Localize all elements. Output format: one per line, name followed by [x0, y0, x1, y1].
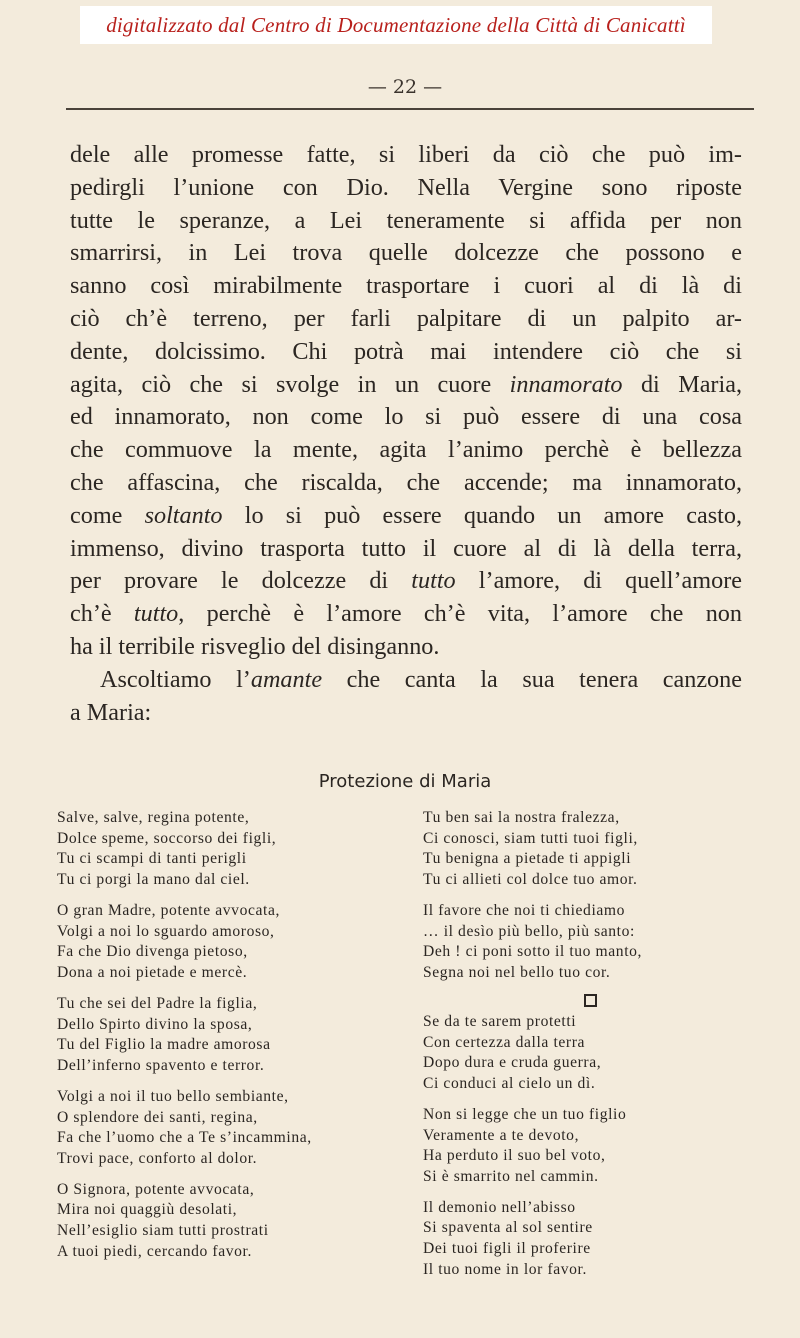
prose-text: come [70, 501, 145, 529]
prose-text: per provare le dolcezze di [70, 567, 412, 595]
verse-line: Dell’inferno spavento e terror. [57, 1056, 265, 1074]
verse-line: Tu del Figlio la madre amorosa [57, 1036, 271, 1054]
prose-text: ha il terribile risveglio del disinganno. [70, 632, 440, 660]
prose-text: tutte le speranze, a Lei teneramente si affida per non [70, 206, 742, 234]
poem-stanza [423, 1105, 763, 1187]
verse-line: Mira noi quaggiù desolati, [57, 1201, 238, 1219]
poem-left-column [57, 808, 397, 1273]
poem-stanza [423, 808, 763, 890]
verse-line: Nell’esiglio siam tutti prostrati [57, 1222, 269, 1240]
verse-line: Tu ben sai la nostra fralezza, [423, 809, 620, 826]
prose-line [70, 467, 742, 500]
italic-word: amante [250, 665, 323, 693]
stanza-separator-square [584, 994, 597, 1007]
verse-line: Salve, salve, regina potente, [57, 809, 250, 826]
poem-stanza [423, 901, 763, 983]
prose-text: pedirgli l’unione con Dio. Nella Vergine sono riposte [70, 173, 742, 201]
prose-line [70, 434, 742, 467]
poem-stanza [57, 994, 397, 1076]
italic-word: tutto [411, 567, 456, 595]
prose-line [70, 500, 742, 533]
prose-line [70, 598, 742, 631]
italic-word: innamorato [509, 370, 623, 398]
poem-right-column [423, 808, 763, 1291]
prose-body [70, 139, 742, 729]
italic-word: tutto [133, 600, 179, 628]
verse-line: O Signora, potente avvocata, [57, 1180, 255, 1198]
prose-line [70, 303, 742, 336]
verse-line: … il desìo più bello, più santo: [423, 922, 635, 940]
verse-line: Dolce speme, soccorso dei figli, [57, 829, 277, 847]
verse-line: Tu che sei del Padre la figlia, [57, 994, 258, 1012]
prose-text: ch’è [70, 600, 134, 628]
poem-title: Protezione di Maria [318, 771, 492, 792]
verse-line: Tu benigna a pietade ti appigli [423, 850, 632, 868]
verse-line: Ha perduto il suo bel voto, [423, 1147, 606, 1165]
digitization-watermark: digitalizzato dal Centro di Documentazione della Città di Canicattì [80, 6, 712, 44]
prose-text: ed innamorato, non come lo si può essere di una cosa [70, 403, 742, 431]
verse-line: Se da te sarem protetti [423, 1012, 577, 1030]
verse-line: Tu ci scampi di tanti perigli [57, 850, 247, 868]
prose-line [70, 139, 742, 172]
verse-line: Non si legge che un tuo figlio [423, 1105, 627, 1123]
poem-stanza [57, 901, 397, 983]
prose-line [70, 369, 742, 402]
prose-text: agita, ciò che si svolge in un cuore [70, 370, 510, 398]
prose-line [70, 270, 742, 303]
prose-text: dele alle promesse fatte, si liberi da ciò che può im- [70, 141, 742, 168]
verse-line: Dello Spirto divino la sposa, [57, 1015, 253, 1033]
verse-line: Fa che l’uomo che a Te s’incammina, [57, 1129, 312, 1147]
verse-line: Il demonio nell’abisso [423, 1198, 576, 1216]
prose-text: a Maria: [70, 698, 152, 726]
verse-line: O splendore dei santi, regina, [57, 1108, 258, 1126]
verse-line: Tu ci porgi la mano dal ciel. [57, 870, 250, 888]
verse-line: Veramente a te devoto, [423, 1126, 580, 1144]
prose-text: lo si può essere quando un amore casto, [222, 501, 742, 529]
prose-text: dente, dolcissimo. Chi potrà mai intendere ciò che si [70, 337, 742, 365]
verse-line: Si spaventa al sol sentire [423, 1219, 593, 1237]
verse-line: Ci conduci al cielo un dì. [423, 1074, 596, 1092]
prose-line [70, 533, 742, 566]
prose-text: che canta la sua tenera canzone [322, 665, 742, 693]
poem-stanza [57, 1087, 397, 1169]
verse-line: Volgi a noi lo sguardo amoroso, [57, 922, 275, 940]
verse-line: Con certezza dalla terra [423, 1033, 586, 1051]
verse-line: Deh ! ci poni sotto il tuo manto, [423, 943, 643, 961]
italic-word: soltanto [144, 501, 223, 529]
prose-text: di Maria, [622, 370, 742, 398]
prose-line [70, 172, 742, 205]
prose-text: smarrirsi, in Lei trova quelle dolcezze che possono e [70, 239, 742, 267]
prose-line [70, 336, 742, 369]
verse-line: Trovi pace, conforto al dolor. [57, 1149, 258, 1167]
verse-line: Dona a noi pietade e mercè. [57, 963, 248, 981]
prose-text: l’amore, di quell’amore [455, 567, 742, 595]
verse-line: Dopo dura e cruda guerra, [423, 1054, 602, 1072]
prose-text: sanno così mirabilmente trasportare i cuori al di là di [70, 272, 742, 300]
verse-line: Dei tuoi figli il proferire [423, 1240, 591, 1258]
poem-stanza [57, 1180, 397, 1262]
verse-line: Il tuo nome in lor favor. [423, 1260, 587, 1278]
prose-line [70, 401, 742, 434]
prose-line [70, 237, 742, 270]
poem-stanza [423, 1012, 763, 1094]
verse-line: Fa che Dio divenga pietoso, [57, 943, 248, 961]
poem-stanza [423, 1198, 763, 1280]
verse-line: Si è smarrito nel cammin. [423, 1167, 599, 1185]
verse-line: Volgi a noi il tuo bello sembiante, [57, 1087, 289, 1105]
prose-text: che commuove la mente, agita l’animo perchè è bellezza [70, 436, 742, 464]
prose-text: che affascina, che riscalda, che accende; ma innamorato, [70, 468, 742, 496]
verse-line: Segna noi nel bello tuo cor. [423, 963, 611, 981]
prose-line [70, 565, 742, 598]
header-rule [66, 108, 754, 110]
verse-line: Il favore che noi ti chiediamo [423, 901, 626, 919]
verse-line: Ci conosci, siam tutti tuoi figli, [423, 829, 638, 847]
prose-text: immenso, divino trasporta tutto il cuore al di là della terra, [70, 534, 742, 562]
prose-text: Ascoltiamo l’ [100, 665, 251, 693]
prose-line [70, 205, 742, 238]
prose-line [70, 664, 742, 697]
verse-line: O gran Madre, potente avvocata, [57, 901, 280, 919]
prose-text: ciò ch’è terreno, per farli palpitare di un palpito ar- [70, 304, 742, 332]
page-number: — 22 — [367, 76, 443, 98]
verse-line: Tu ci allieti col dolce tuo amor. [423, 870, 638, 888]
prose-text: , perchè è l’amore ch’è vita, l’amore che non [178, 600, 742, 628]
poem-stanza [57, 808, 397, 890]
prose-line [70, 697, 742, 730]
verse-line: A tuoi piedi, cercando favor. [57, 1242, 252, 1260]
prose-line [70, 631, 742, 664]
